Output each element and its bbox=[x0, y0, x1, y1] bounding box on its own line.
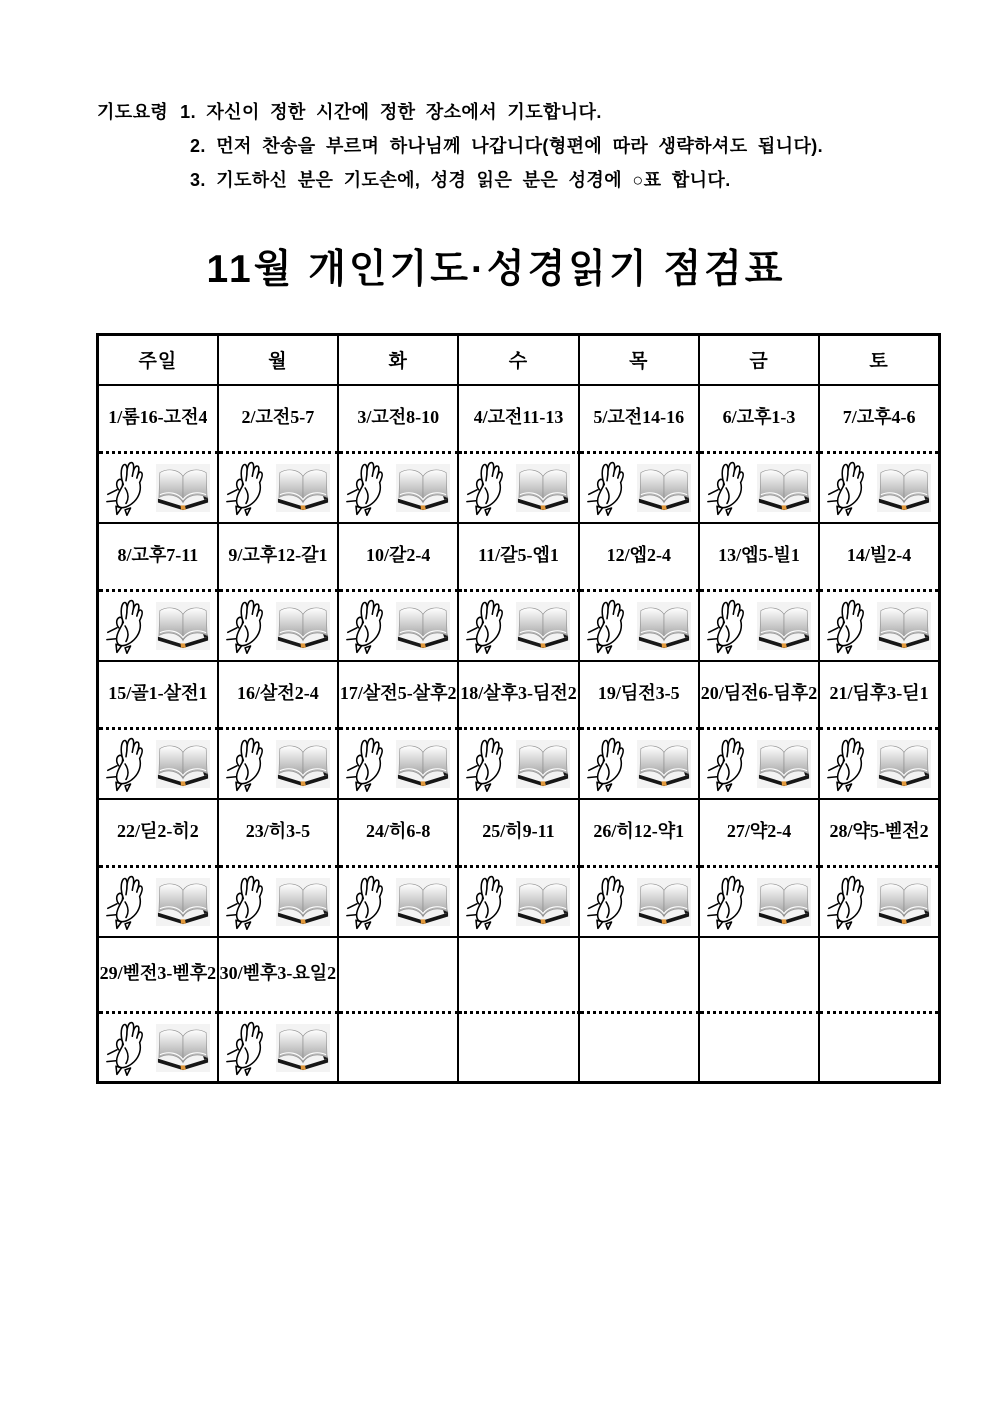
reading-assignment: 16/살전2-4 bbox=[237, 682, 319, 703]
check-cell bbox=[699, 453, 819, 523]
check-icon-pair bbox=[339, 454, 457, 522]
check-icon-pair bbox=[580, 592, 698, 660]
check-cell bbox=[338, 867, 458, 937]
date-cell-empty bbox=[819, 937, 939, 1013]
reading-assignment: 14/빌2-4 bbox=[846, 544, 912, 565]
reading-assignment: 18/살후3-딤전2 bbox=[460, 682, 577, 703]
praying-hands-icon bbox=[346, 873, 386, 931]
date-cell-day-2 bbox=[218, 385, 338, 453]
date-cell-day-8 bbox=[98, 523, 218, 591]
check-icon-pair bbox=[339, 592, 457, 660]
instructions-label: 기도요령 bbox=[97, 102, 169, 122]
date-cell-day-21 bbox=[819, 661, 939, 729]
praying-hands-icon bbox=[466, 735, 506, 793]
reading-assignment: 23/히3-5 bbox=[245, 820, 311, 841]
open-bible-icon bbox=[276, 877, 330, 927]
weekday-header-2: 월 bbox=[218, 335, 338, 385]
praying-hands-icon bbox=[466, 873, 506, 931]
check-row-week-3 bbox=[98, 729, 940, 799]
weekday-header-5: 목 bbox=[579, 335, 699, 385]
praying-hands-icon bbox=[226, 873, 266, 931]
praying-hands-icon bbox=[346, 735, 386, 793]
praying-hands-icon bbox=[707, 459, 747, 517]
check-cell bbox=[579, 453, 699, 523]
check-icon-pair bbox=[99, 730, 217, 798]
check-icon-pair bbox=[99, 592, 217, 660]
prayer-bible-checklist-table bbox=[96, 333, 941, 1084]
reading-assignment: 21/딤후3-딛1 bbox=[829, 682, 929, 703]
open-bible-icon bbox=[276, 601, 330, 651]
reading-assignment: 5/고전14-16 bbox=[593, 406, 685, 427]
date-cell-day-5 bbox=[579, 385, 699, 453]
check-icon-pair bbox=[580, 868, 698, 936]
check-cell bbox=[218, 1013, 338, 1083]
date-cell-empty bbox=[458, 937, 578, 1013]
check-cell bbox=[218, 453, 338, 523]
check-icon-pair bbox=[339, 730, 457, 798]
check-cell bbox=[458, 729, 578, 799]
page-title: 11월 개인기도·성경읽기 점검표 bbox=[206, 248, 786, 291]
check-cell bbox=[338, 453, 458, 523]
check-icon-pair bbox=[99, 454, 217, 522]
reading-assignment: 10/갈2-4 bbox=[366, 544, 431, 565]
open-bible-icon bbox=[637, 739, 691, 789]
reading-assignment: 25/히9-11 bbox=[482, 820, 555, 841]
date-cell-day-22 bbox=[98, 799, 218, 867]
reading-assignment: 27/약2-4 bbox=[726, 820, 792, 841]
praying-hands-icon bbox=[827, 597, 867, 655]
date-cell-day-16 bbox=[218, 661, 338, 729]
date-cell-empty bbox=[579, 937, 699, 1013]
check-icon-pair bbox=[580, 454, 698, 522]
praying-hands-icon bbox=[587, 873, 627, 931]
check-row-week-4 bbox=[98, 867, 940, 937]
praying-hands-icon bbox=[106, 459, 146, 517]
instruction-line-1 bbox=[97, 95, 823, 129]
praying-hands-icon bbox=[707, 873, 747, 931]
reading-assignment: 30/벧후3-요일2 bbox=[219, 962, 337, 983]
date-cell-day-15 bbox=[98, 661, 218, 729]
reading-assignment: 19/딤전3-5 bbox=[597, 682, 680, 703]
date-row-week-5 bbox=[98, 937, 940, 1013]
date-cell-day-1 bbox=[98, 385, 218, 453]
praying-hands-icon bbox=[466, 459, 506, 517]
praying-hands-icon bbox=[226, 1019, 266, 1077]
praying-hands-icon bbox=[106, 1019, 146, 1077]
check-icon-pair bbox=[219, 868, 337, 936]
date-row-week-4 bbox=[98, 799, 940, 867]
open-bible-icon bbox=[757, 739, 811, 789]
date-cell-day-23 bbox=[218, 799, 338, 867]
reading-assignment: 22/딛2-히2 bbox=[117, 820, 199, 841]
open-bible-icon bbox=[877, 601, 931, 651]
weekday-header-1: 주일 bbox=[98, 335, 218, 385]
check-icon-pair bbox=[459, 592, 577, 660]
check-icon-pair bbox=[459, 730, 577, 798]
check-icon-pair bbox=[219, 454, 337, 522]
open-bible-icon bbox=[637, 601, 691, 651]
open-bible-icon bbox=[877, 877, 931, 927]
praying-hands-icon bbox=[707, 597, 747, 655]
date-cell-day-29 bbox=[98, 937, 218, 1013]
praying-hands-icon bbox=[587, 597, 627, 655]
reading-assignment: 24/히6-8 bbox=[366, 820, 431, 841]
open-bible-icon bbox=[276, 739, 330, 789]
reading-assignment: 12/엡2-4 bbox=[606, 544, 671, 565]
date-cell-day-27 bbox=[699, 799, 819, 867]
check-cell bbox=[98, 453, 218, 523]
date-cell-day-17 bbox=[338, 661, 458, 729]
check-cell bbox=[218, 591, 338, 661]
check-cell bbox=[699, 729, 819, 799]
reading-assignment: 9/고후12-갈1 bbox=[228, 544, 328, 565]
check-icon-pair bbox=[219, 592, 337, 660]
praying-hands-icon bbox=[827, 735, 867, 793]
date-cell-day-7 bbox=[819, 385, 939, 453]
praying-hands-icon bbox=[106, 873, 146, 931]
check-cell bbox=[579, 729, 699, 799]
reading-assignment: 17/살전5-살후2 bbox=[339, 682, 457, 703]
check-cell bbox=[338, 591, 458, 661]
reading-assignment: 13/엡5-빌1 bbox=[718, 544, 800, 565]
check-cell-empty bbox=[699, 1013, 819, 1083]
open-bible-icon bbox=[757, 601, 811, 651]
date-cell-day-18 bbox=[458, 661, 578, 729]
check-icon-pair bbox=[99, 868, 217, 936]
praying-hands-icon bbox=[827, 873, 867, 931]
reading-assignment: 1/롬16-고전4 bbox=[108, 406, 208, 427]
weekday-header-6: 금 bbox=[699, 335, 819, 385]
instruction-text-1: 1. 자신이 정한 시간에 정한 장소에서 기도합니다. bbox=[180, 102, 602, 122]
open-bible-icon bbox=[156, 739, 210, 789]
date-row-week-2 bbox=[98, 523, 940, 591]
open-bible-icon bbox=[516, 601, 570, 651]
check-cell-empty bbox=[579, 1013, 699, 1083]
check-cell bbox=[819, 453, 939, 523]
weekday-header-4: 수 bbox=[458, 335, 578, 385]
check-icon-pair bbox=[339, 868, 457, 936]
date-cell-day-25 bbox=[458, 799, 578, 867]
check-icon-pair bbox=[459, 454, 577, 522]
open-bible-icon bbox=[516, 739, 570, 789]
open-bible-icon bbox=[757, 463, 811, 513]
check-cell bbox=[338, 729, 458, 799]
check-icon-pair bbox=[820, 454, 938, 522]
check-icon-pair bbox=[459, 868, 577, 936]
reading-assignment: 11/갈5-엡1 bbox=[478, 544, 559, 565]
check-cell bbox=[458, 867, 578, 937]
check-icon-pair bbox=[219, 1014, 337, 1081]
reading-assignment: 7/고후4-6 bbox=[842, 406, 916, 427]
check-cell bbox=[218, 867, 338, 937]
check-cell bbox=[458, 591, 578, 661]
date-cell-day-28 bbox=[819, 799, 939, 867]
date-cell-day-4 bbox=[458, 385, 578, 453]
check-cell bbox=[699, 867, 819, 937]
open-bible-icon bbox=[396, 877, 450, 927]
check-cell bbox=[98, 729, 218, 799]
praying-hands-icon bbox=[226, 735, 266, 793]
date-cell-day-14 bbox=[819, 523, 939, 591]
check-cell bbox=[218, 729, 338, 799]
check-icon-pair bbox=[820, 592, 938, 660]
check-cell-empty bbox=[819, 1013, 939, 1083]
open-bible-icon bbox=[156, 1023, 210, 1073]
reading-assignment: 20/딤전6-딤후2 bbox=[700, 682, 818, 703]
check-row-week-1 bbox=[98, 453, 940, 523]
weekday-header-7: 토 bbox=[819, 335, 939, 385]
check-icon-pair bbox=[700, 730, 818, 798]
prayer-instructions bbox=[97, 95, 823, 197]
instruction-text-3: 3. 기도하신 분은 기도손에, 성경 읽은 분은 성경에 ○표 합니다. bbox=[190, 170, 731, 190]
open-bible-icon bbox=[156, 877, 210, 927]
praying-hands-icon bbox=[346, 597, 386, 655]
check-cell bbox=[579, 867, 699, 937]
date-cell-day-11 bbox=[458, 523, 578, 591]
reading-assignment: 15/골1-살전1 bbox=[108, 682, 208, 703]
check-cell-empty bbox=[458, 1013, 578, 1083]
date-cell-day-3 bbox=[338, 385, 458, 453]
check-cell bbox=[819, 591, 939, 661]
open-bible-icon bbox=[757, 877, 811, 927]
date-cell-day-12 bbox=[579, 523, 699, 591]
open-bible-icon bbox=[396, 739, 450, 789]
check-icon-pair bbox=[700, 592, 818, 660]
check-row-week-2 bbox=[98, 591, 940, 661]
check-cell-empty bbox=[338, 1013, 458, 1083]
open-bible-icon bbox=[516, 877, 570, 927]
open-bible-icon bbox=[637, 463, 691, 513]
date-cell-day-30 bbox=[218, 937, 338, 1013]
reading-assignment: 29/벧전3-벧후2 bbox=[99, 962, 217, 983]
open-bible-icon bbox=[877, 463, 931, 513]
reading-assignment: 6/고후1-3 bbox=[722, 406, 796, 427]
praying-hands-icon bbox=[346, 459, 386, 517]
check-cell bbox=[819, 729, 939, 799]
check-cell bbox=[98, 867, 218, 937]
reading-assignment: 28/약5-벧전2 bbox=[829, 820, 929, 841]
check-cell bbox=[699, 591, 819, 661]
instruction-line-3 bbox=[97, 163, 823, 197]
check-icon-pair bbox=[820, 868, 938, 936]
open-bible-icon bbox=[637, 877, 691, 927]
open-bible-icon bbox=[156, 601, 210, 651]
open-bible-icon bbox=[396, 463, 450, 513]
date-row-week-1 bbox=[98, 385, 940, 453]
check-cell bbox=[819, 867, 939, 937]
weekday-header-row bbox=[98, 335, 940, 385]
open-bible-icon bbox=[276, 463, 330, 513]
date-cell-day-10 bbox=[338, 523, 458, 591]
check-icon-pair bbox=[700, 868, 818, 936]
check-cell bbox=[98, 591, 218, 661]
date-cell-day-19 bbox=[579, 661, 699, 729]
instruction-line-2 bbox=[97, 129, 823, 163]
date-row-week-3 bbox=[98, 661, 940, 729]
praying-hands-icon bbox=[587, 459, 627, 517]
praying-hands-icon bbox=[106, 735, 146, 793]
weekday-header-3: 화 bbox=[338, 335, 458, 385]
reading-assignment: 3/고전8-10 bbox=[357, 406, 440, 427]
date-cell-day-26 bbox=[579, 799, 699, 867]
date-cell-day-24 bbox=[338, 799, 458, 867]
check-icon-pair bbox=[99, 1014, 217, 1081]
praying-hands-icon bbox=[466, 597, 506, 655]
date-cell-day-13 bbox=[699, 523, 819, 591]
praying-hands-icon bbox=[226, 459, 266, 517]
reading-assignment: 8/고후7-11 bbox=[117, 544, 199, 565]
check-icon-pair bbox=[219, 730, 337, 798]
praying-hands-icon bbox=[226, 597, 266, 655]
open-bible-icon bbox=[156, 463, 210, 513]
reading-assignment: 2/고전5-7 bbox=[241, 406, 315, 427]
check-row-week-5 bbox=[98, 1013, 940, 1083]
check-cell bbox=[579, 591, 699, 661]
praying-hands-icon bbox=[707, 735, 747, 793]
open-bible-icon bbox=[276, 1023, 330, 1073]
check-cell bbox=[98, 1013, 218, 1083]
check-cell bbox=[458, 453, 578, 523]
open-bible-icon bbox=[396, 601, 450, 651]
reading-assignment: 4/고전11-13 bbox=[473, 406, 564, 427]
open-bible-icon bbox=[877, 739, 931, 789]
praying-hands-icon bbox=[587, 735, 627, 793]
date-cell-empty bbox=[699, 937, 819, 1013]
praying-hands-icon bbox=[106, 597, 146, 655]
praying-hands-icon bbox=[827, 459, 867, 517]
check-icon-pair bbox=[700, 454, 818, 522]
instruction-text-2: 2. 먼저 찬송을 부르며 하나님께 나갑니다(형편에 따라 생략하셔도 됩니다). bbox=[190, 136, 824, 156]
date-cell-day-9 bbox=[218, 523, 338, 591]
open-bible-icon bbox=[516, 463, 570, 513]
check-icon-pair bbox=[820, 730, 938, 798]
date-cell-empty bbox=[338, 937, 458, 1013]
date-cell-day-20 bbox=[699, 661, 819, 729]
date-cell-day-6 bbox=[699, 385, 819, 453]
check-icon-pair bbox=[580, 730, 698, 798]
reading-assignment: 26/히12-약1 bbox=[593, 820, 685, 841]
